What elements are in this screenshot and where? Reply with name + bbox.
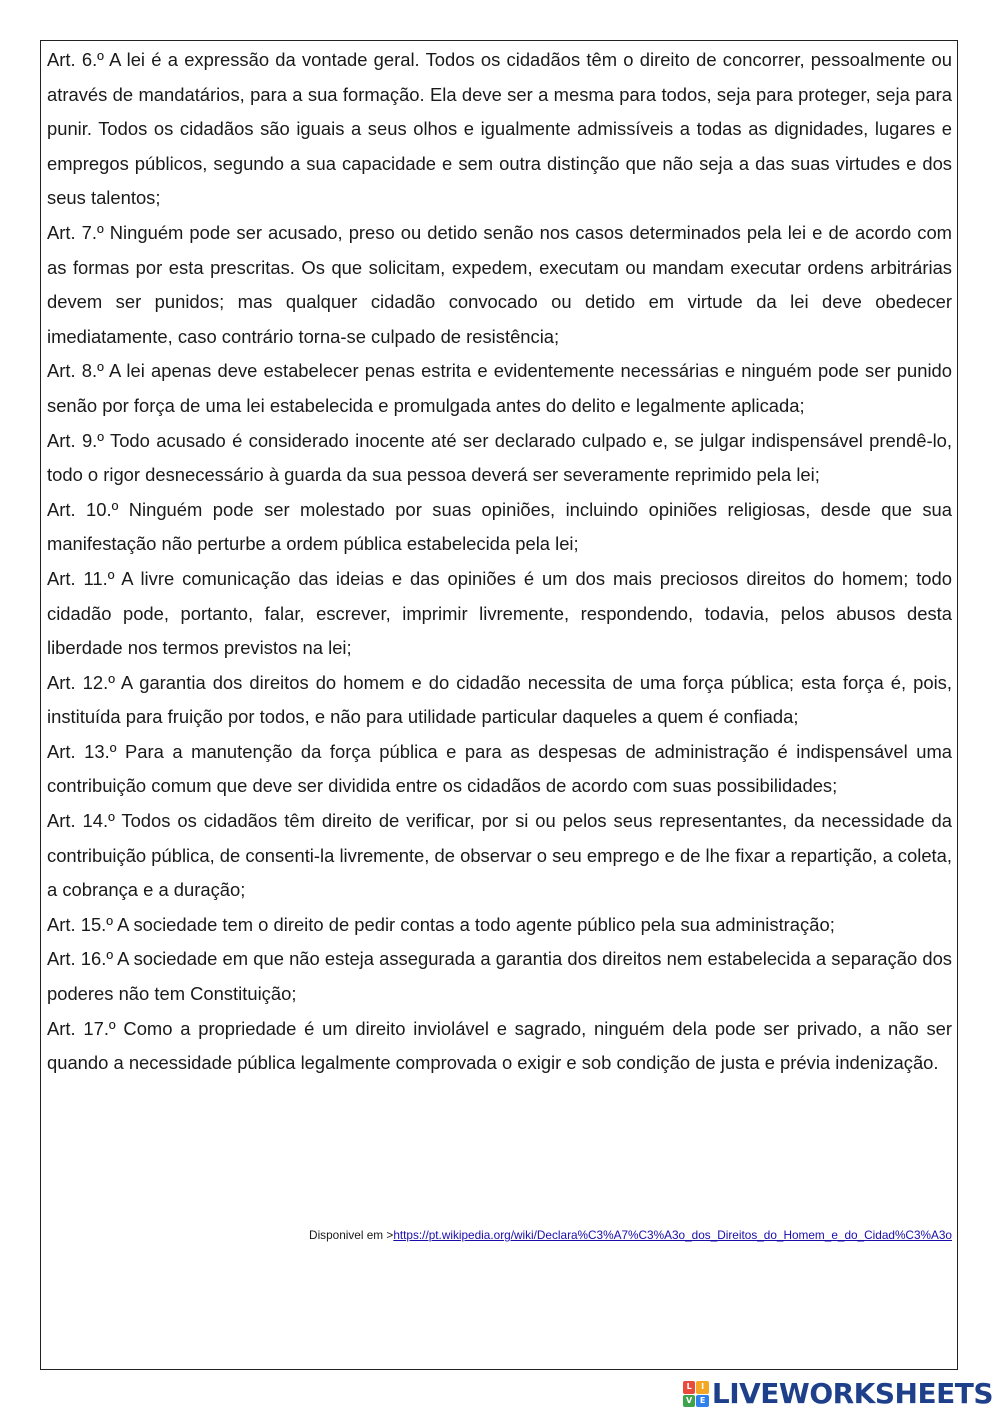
article-6: Art. 6.º A lei é a expressão da vontade geral. Todos os cidadãos têm o direito de concorrer, pessoalmente ou através de mandatários, para a sua formação. Ela deve ser a mesma para todos, seja para proteger, seja para punir. Todos os cidadãos são iguais a seus olhos e igualmente admissíveis a todas as dignidades, lugares e empregos públicos, segundo a sua capacidade e sem outra distinção que não seja a das suas virtudes e dos seus talentos;: [47, 49, 952, 209]
article-7: Art. 7.º Ninguém pode ser acusado, preso ou detido senão nos casos determinados pela lei e de acordo com as formas por esta prescritas. Os que solicitam, expedem, executam ou mandam executar ordens arbitrárias devem ser punidos; mas qualquer cidadão convocado ou detido em virtude da lei deve obedecer imediatamente, caso contrário torna-se culpado de resistência;: [47, 221, 952, 347]
article-13: Art. 13.º Para a manutenção da força pública e para as despesas de administração é indispensável uma contribuição comum que deve ser dividida entre os cidadãos de acordo com suas possibilidades;: [47, 740, 952, 797]
article-8: Art. 8.º A lei apenas deve estabelecer penas estrita e evidentemente necessárias e ninguém pode ser punido senão por força de uma lei estabelecida e promulgada antes do delito e legalmente aplicada;: [47, 360, 952, 416]
logo-letter-e: E: [696, 1395, 709, 1408]
logo-letter-i: I: [696, 1381, 709, 1394]
article-10: Art. 10.º Ninguém pode ser molestado por suas opiniões, incluindo opiniões religiosas, desde que sua manifestação não perturbe a ordem pública estabelecida pela lei;: [47, 498, 952, 555]
article-16: Art. 16.º A sociedade em que não esteja assegurada a garantia dos direitos nem estabelecida a separação dos poderes não tem Constituição;: [47, 948, 952, 1005]
source-prefix: Disponivel em >: [309, 1228, 394, 1242]
source-citation: [47, 1227, 952, 1243]
article-14: Art. 14.º Todos os cidadãos têm direito de verificar, por si ou pelos seus representantes, da necessidade da contribuição pública, de consenti-la livremente, de observar o seu emprego e de lhe fixar a repartição, a coleta, a cobrança e a duração;: [47, 810, 952, 901]
logo-letter-v: V: [683, 1395, 696, 1408]
article-17: Art. 17.º Como a propriedade é um direito inviolável e sagrado, ninguém dela pode ser privado, a não ser quando a necessidade pública legalmente comprovada o exigir e sob condição de justa e prévia indenização.: [47, 1017, 952, 1074]
liveworksheets-brand: [683, 1377, 993, 1411]
article-9: Art. 9.º Todo acusado é considerado inocente até ser declarado culpado e, se julgar indispensável prendê-lo, todo o rigor desnecessário à guarda da sua pessoa deverá ser severamente reprimido pela lei;: [47, 429, 952, 486]
liveworksheets-logo-icon: [683, 1381, 709, 1407]
article-12: Art. 12.º A garantia dos direitos do homem e do cidadão necessita de uma força pública; esta força é, pois, instituída para fruição por todos, e não para utilidade particular daqueles a quem é confiada;: [47, 671, 952, 728]
articles-list: [47, 43, 952, 1081]
brand-name: LIVEWORKSHEETS: [711, 1377, 993, 1410]
article-11: Art. 11.º A livre comunicação das ideias e das opiniões é um dos mais preciosos direitos do homem; todo cidadão pode, portanto, falar, escrever, imprimir livremente, respondendo, todavia, pelos abusos desta liberdade nos termos previstos na lei;: [47, 567, 952, 659]
logo-letter-l: L: [683, 1381, 696, 1394]
article-15: Art. 15.º A sociedade tem o direito de pedir contas a todo agente público pela sua administração;: [47, 913, 835, 935]
source-link[interactable]: https://pt.wikipedia.org/wiki/Declara%C3%A7%C3%A3o_dos_Direitos_do_Homem_e_do_Cidad%C3%A3o: [393, 1228, 952, 1242]
